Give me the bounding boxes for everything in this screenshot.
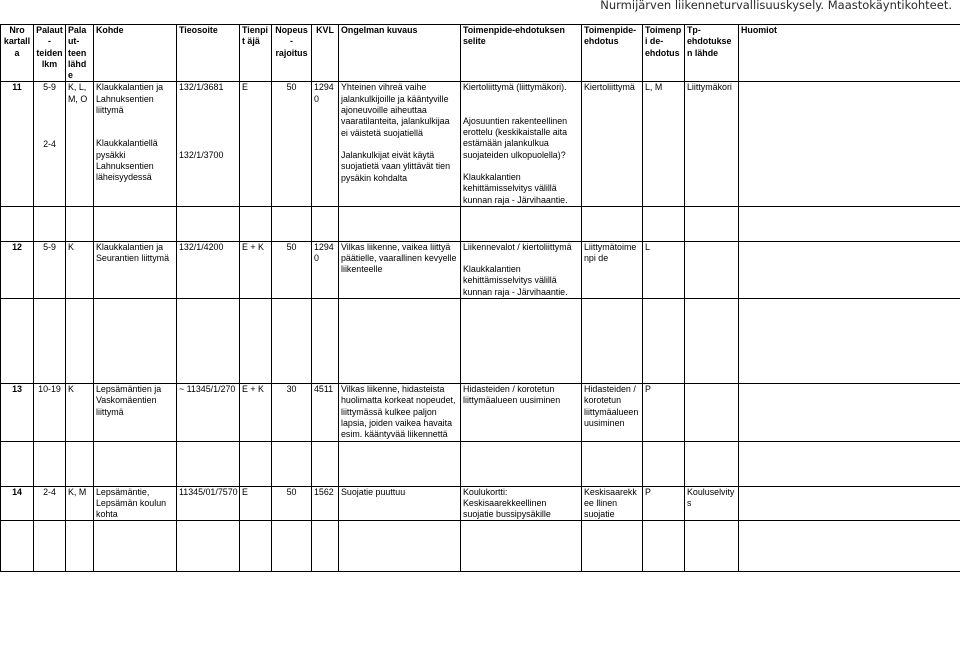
cell-tieosoite: 11345/01/7570 (177, 486, 240, 521)
cell-ongelma: Vilkas liikenne, hidasteista huolimatta korkeat nopeudet, liittymässä kulkee paljon lapsia, joiden vaikea havaita esim. kääntyvää liikennettä (339, 384, 461, 441)
cell-selite: Koulukortti: Keskisaarekkeellinen suojatie bussipysäkille (461, 486, 582, 521)
header-palaute-lkm: Palaut- teiden lkm (34, 25, 66, 82)
cell-nro: 13 (1, 384, 34, 441)
document-title: Nurmijärven liikenneturvallisuuskysely. Maastokäyntikohteet. (600, 0, 952, 12)
selite-text: Liikennevalot / kiertoliittymä (463, 241, 572, 252)
cell-nopeusrajoitus: 30 (272, 384, 312, 441)
cell-toimenpide-2: L, M (643, 82, 685, 206)
ongelma-text: Jalankulkijat eivät käytä suojatietä vaan ylittävät tien pysäkin kohdalta (341, 149, 451, 183)
cell-tp-lahde: Liittymäkori (685, 82, 739, 206)
cell-tienpitaja: E + K (240, 384, 272, 441)
cell-selite: Hidasteiden / korotetun liittymäalueen uusiminen (461, 384, 582, 441)
cell-nopeusrajoitus: 50 (272, 241, 312, 298)
cell-nro: 14 (1, 486, 34, 521)
cell-toimenpide-2: L (643, 241, 685, 298)
cell-tienpitaja: E (240, 486, 272, 521)
ongelma-text: Yhteinen vihreä vaihe jalankulkijoille ja kääntyville ajoneuvoille aiheuttaa vaaratilanteita, jalankulkijaa ei väistetä suojatiellä (341, 82, 450, 138)
header-toimenpide-2: Toimenpi de- ehdotus (643, 25, 685, 82)
cell-toimenpide-2: P (643, 486, 685, 521)
table-row-12 (1, 241, 960, 298)
selite-text: Ajosuuntien rakenteellinen erottelu (keskikaistalle aita estämään jalankulkua suojateiden ulkopuolella)? (463, 115, 568, 160)
cell-ongelma: Suojatie puuttuu (339, 486, 461, 521)
cell-nro: 11 (1, 82, 34, 206)
header-palaute-lahde: Palaut- teen lähde (66, 25, 94, 82)
cell-kvl: 1562 (312, 486, 339, 521)
cell-tieosoite: 132/1/4200 (177, 241, 240, 298)
header-toimenpide: Toimenpide- ehdotus (582, 25, 643, 82)
cell-palaute-lahde: K, M (66, 486, 94, 521)
header-kohde: Kohde (94, 25, 177, 82)
cell-huomiot (739, 82, 960, 206)
cell-palaute-lahde: K (66, 241, 94, 298)
cell-huomiot (739, 241, 960, 298)
cell-nopeusrajoitus: 50 (272, 82, 312, 206)
header-selite: Toimenpide-ehdotuksen selite (461, 25, 582, 82)
cell-tp-lahde: Kouluselvitys (685, 486, 739, 521)
cell-kvl: 12940 (312, 241, 339, 298)
spacer-row (1, 299, 960, 384)
header-nopeusrajoitus: Nopeus- rajoitus (272, 25, 312, 82)
cell-palaute-lkm: 2-4 (34, 486, 66, 521)
selite-text: Klaukkalantien kehittämisselvitys välillä kunnan raja - Järvihaantie. (463, 264, 568, 297)
cell-tp-lahde (685, 241, 739, 298)
cell-toimenpide: Liittymätoimenpi de (582, 241, 643, 298)
table-row-13 (1, 384, 960, 441)
table-row-14 (1, 486, 960, 521)
cell-tieosoite: ~ 11345/1/270 (177, 384, 240, 441)
cell-toimenpide: Kiertoliittymä (582, 82, 643, 206)
tieosoite-text: 132/1/3700 (179, 149, 224, 160)
tieosoite-text: 132/1/3681 (179, 82, 224, 93)
cell-palaute-lkm (34, 82, 66, 206)
cell-palaute-lkm: 10-19 (34, 384, 66, 441)
table-row-11 (1, 82, 960, 206)
cell-palaute-lahde: K (66, 384, 94, 441)
cell-nopeusrajoitus: 50 (272, 486, 312, 521)
cell-selite (461, 241, 582, 298)
cell-kohde: Lepsämäntie, Lepsämän koulun kohta (94, 486, 177, 521)
cell-ongelma (339, 82, 461, 206)
spacer-row (1, 206, 960, 241)
cell-huomiot (739, 384, 960, 441)
cell-huomiot (739, 486, 960, 521)
header-tp-lahde: Tp- ehdotuksen lähde (685, 25, 739, 82)
cell-toimenpide-2: P (643, 384, 685, 441)
cell-tienpitaja: E + K (240, 241, 272, 298)
cell-tp-lahde (685, 384, 739, 441)
cell-palaute-lahde: K, L, M, O (66, 82, 94, 206)
cell-kvl: 4511 (312, 384, 339, 441)
header-row (1, 25, 960, 82)
cell-kohde: Klaukkalantien ja Seurantien liittymä (94, 241, 177, 298)
lkm-value: 5-9 (43, 82, 56, 93)
cell-palaute-lkm: 5-9 (34, 241, 66, 298)
cell-ongelma: Vilkas liikenne, vaikea liittyä päätielle, vaarallinen kevyelle liikenteelle (339, 241, 461, 298)
selite-text: Kiertoliittymä (liittymäkori). (463, 82, 567, 93)
header-ongelma: Ongelman kuvaus (339, 25, 461, 82)
header-nro: Nro kartall a (1, 25, 34, 82)
kohde-text: Klaukkalantiellä pysäkki Lahnuksentien läheisyydessä (96, 138, 158, 183)
cell-toimenpide: Hidasteiden / korotetun liittymäalueen uusiminen (582, 384, 643, 441)
cell-kohde (94, 82, 177, 206)
header-huomiot: Huomiot (739, 25, 960, 82)
selite-text: Klaukkalantien kehittämisselvitys välillä kunnan raja - Järvihaantie. (463, 171, 568, 205)
cell-toimenpide: Keskisaarekkee llinen suojatie (582, 486, 643, 521)
header-kvl: KVL (312, 25, 339, 82)
cell-tienpitaja: E (240, 82, 272, 206)
cell-kvl: 12940 (312, 82, 339, 206)
spacer-row (1, 441, 960, 486)
site-visit-table (0, 24, 960, 572)
cell-tieosoite (177, 82, 240, 206)
header-tienpitaja: Tienpit äjä (240, 25, 272, 82)
cell-kohde: Lepsämäntien ja Vaskomäentien liittymä (94, 384, 177, 441)
lkm-value: 2-4 (43, 138, 56, 149)
spacer-row (1, 521, 960, 572)
cell-nro: 12 (1, 241, 34, 298)
header-tieosoite: Tieosoite (177, 25, 240, 82)
cell-selite (461, 82, 582, 206)
kohde-text: Klaukkalantien ja Lahnuksentien liittymä (96, 82, 164, 116)
